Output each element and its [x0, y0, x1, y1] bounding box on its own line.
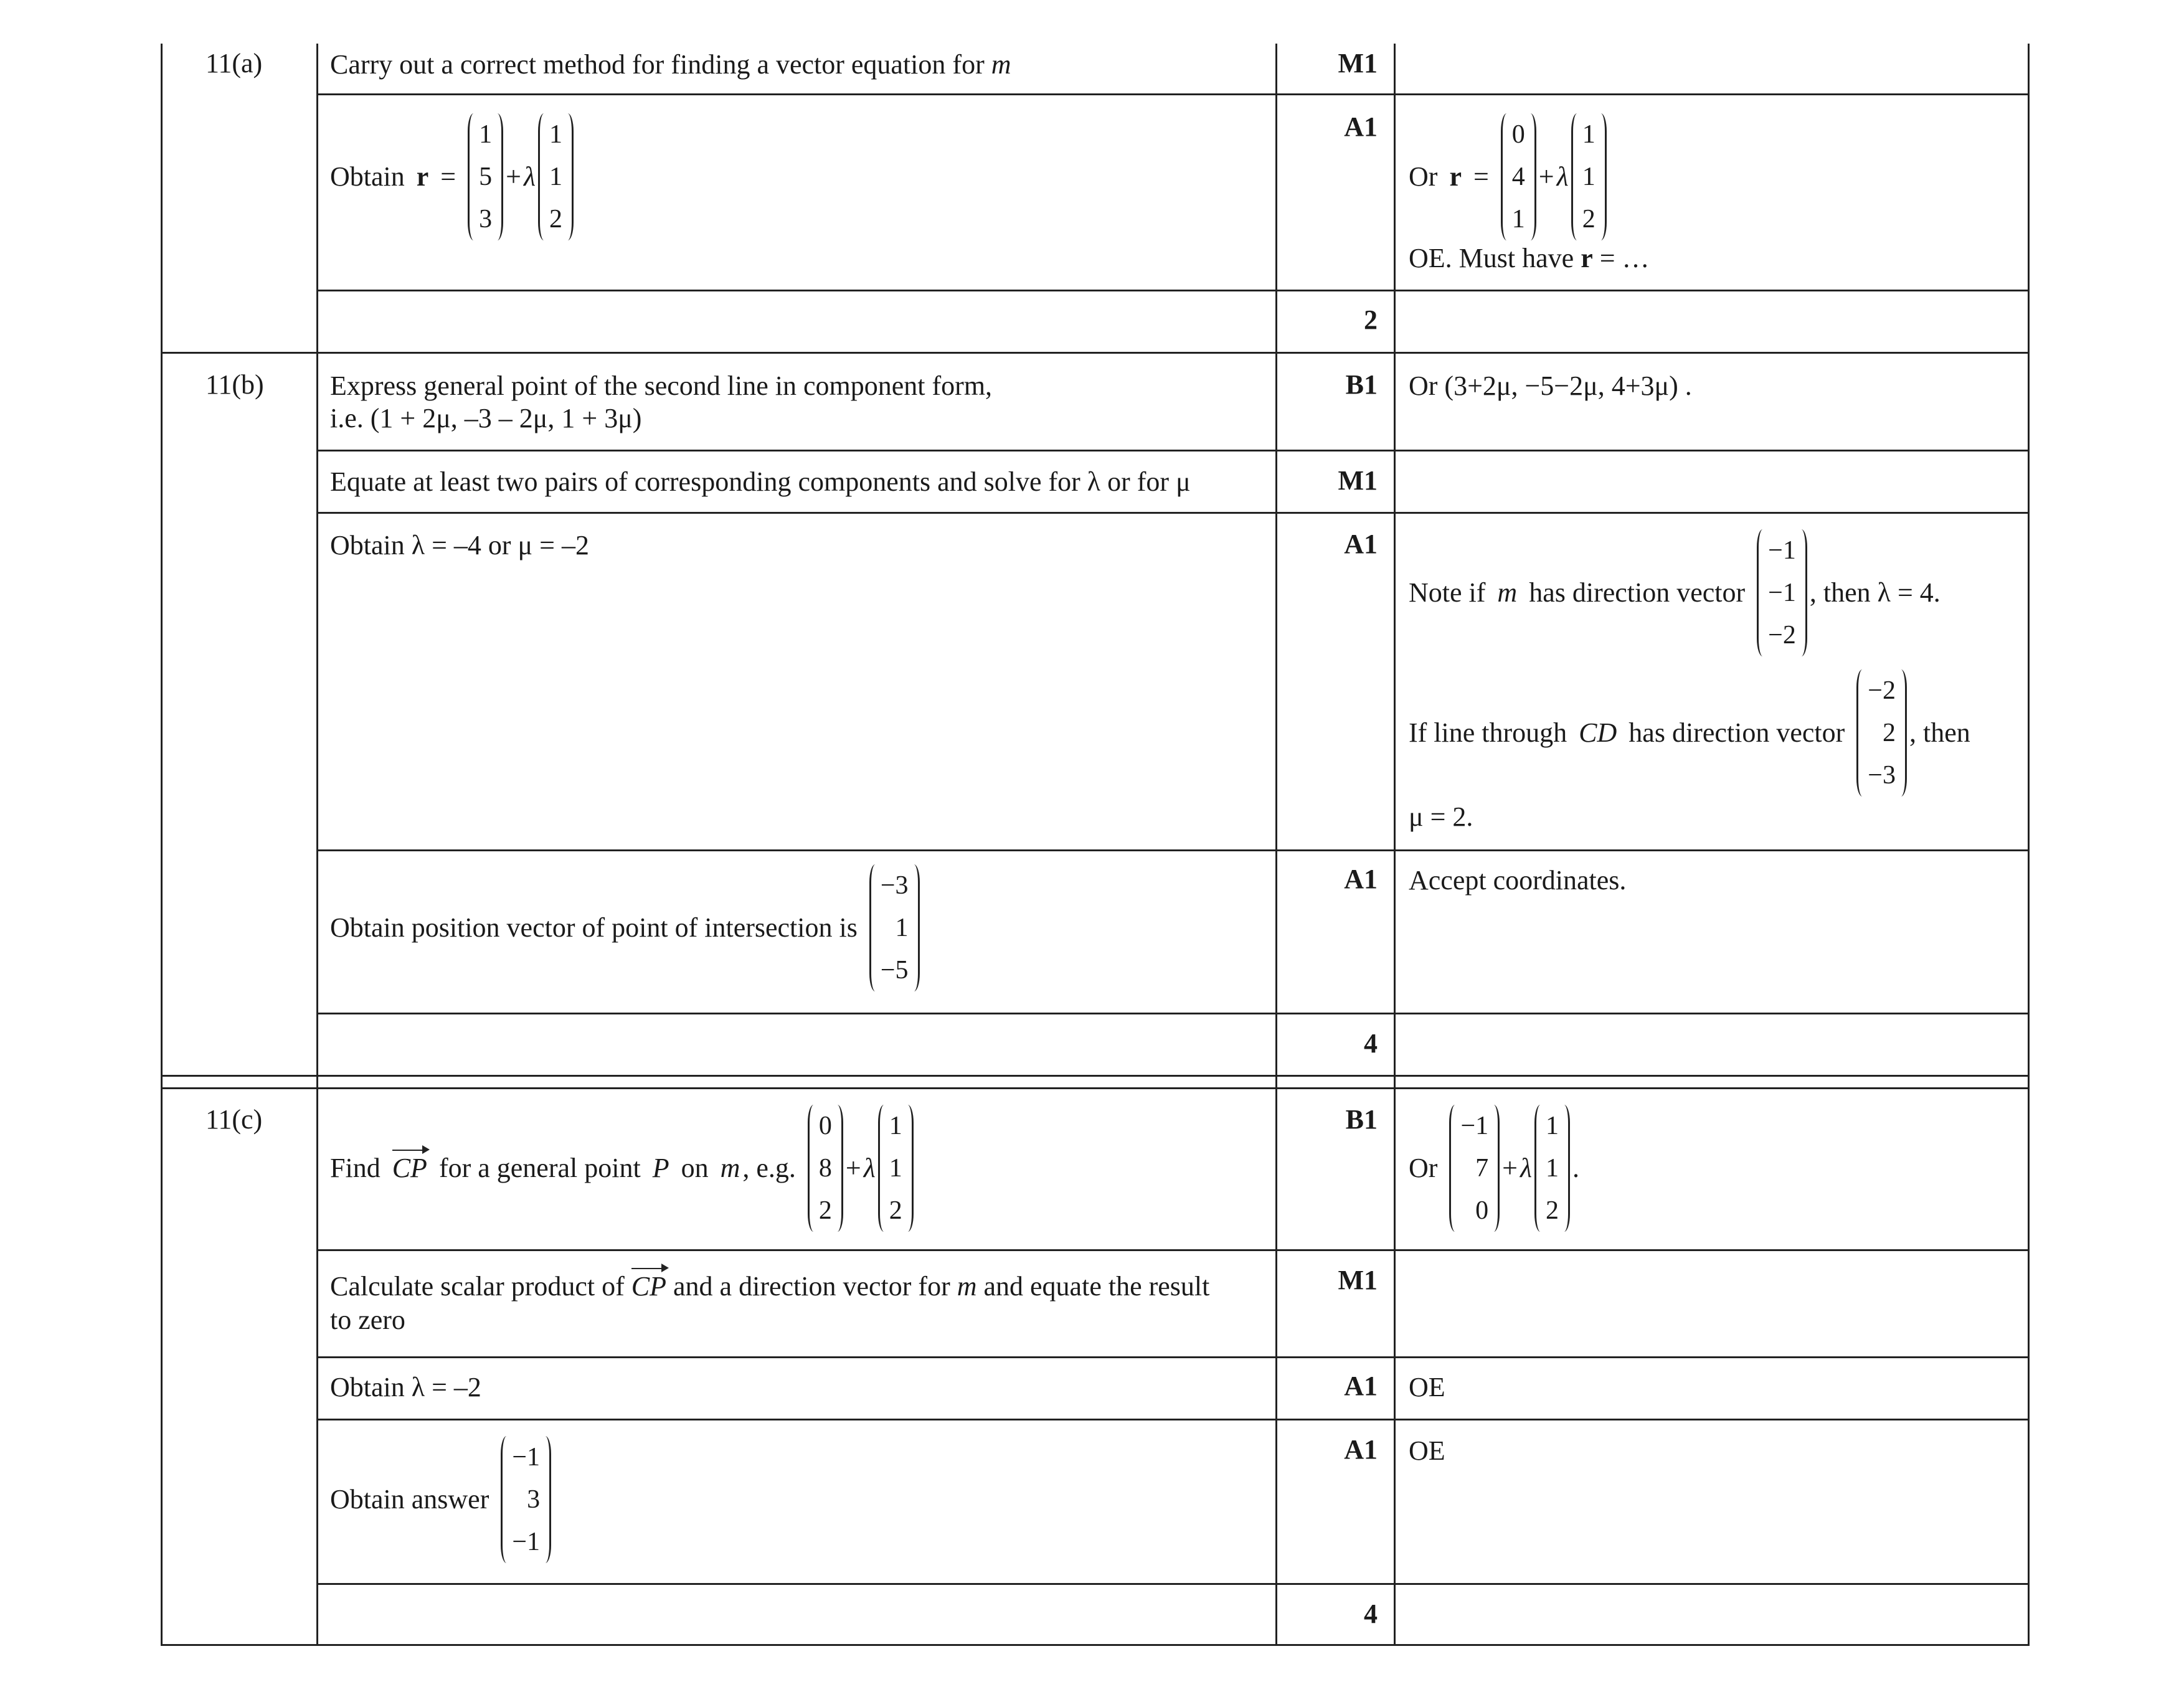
col-divider-guidance — [1394, 44, 1396, 1644]
mark: A1 — [1344, 529, 1378, 559]
mark: B1 — [1345, 369, 1378, 400]
total-mark: 2 — [1364, 305, 1378, 335]
answer-text: to zero — [330, 1305, 405, 1335]
row-line — [316, 1356, 2030, 1358]
row-line — [316, 290, 2030, 291]
row-line — [316, 849, 2030, 851]
guidance-note: OE. Must have r = … — [1409, 243, 1650, 273]
column-vector: −3 1 −5 — [869, 864, 920, 991]
column-vector: 1 1 2 — [878, 1105, 914, 1232]
mark: A1 — [1344, 1434, 1378, 1465]
column-vector: 1 1 2 — [538, 113, 574, 240]
answer-text: Obtain λ = –4 or μ = –2 — [330, 530, 589, 560]
column-vector: 1 1 2 — [1534, 1105, 1570, 1232]
guidance-text: Or (3+2μ, −5−2μ, 4+3μ) . — [1409, 371, 1692, 401]
column-vector: 1 5 3 — [468, 113, 503, 240]
guidance-text: OE — [1409, 1372, 1445, 1402]
answer-vector-equation: Obtain r = 1 5 3 + λ 1 1 2 — [330, 113, 574, 240]
guidance-note: μ = 2. — [1409, 801, 1473, 832]
column-vector: 1 1 2 — [1571, 113, 1607, 240]
guidance-vector: Or −1 7 0 + λ 1 1 2 . — [1409, 1105, 1579, 1232]
table-border-bottom — [161, 1644, 2030, 1646]
mark: A1 — [1344, 864, 1378, 894]
mark: M1 — [1338, 465, 1378, 496]
answer-text: Equate at least two pairs of corresponding components and solve for λ or for μ — [330, 466, 1191, 497]
row-line — [316, 1013, 2030, 1014]
answer-text: Carry out a correct method for finding a vector equation for m — [330, 49, 1011, 80]
guidance-note: Note if m has direction vector −1 −1 −2 , then λ = 4. — [1409, 529, 1941, 656]
row-line — [316, 512, 2030, 514]
row-line — [161, 352, 2030, 354]
total-mark: 4 — [1364, 1599, 1378, 1629]
mark: M1 — [1338, 48, 1378, 78]
guidance-text: OE — [1409, 1435, 1445, 1466]
row-line — [316, 93, 2030, 95]
answer-text: Obtain λ = –2 — [330, 1372, 481, 1402]
guidance-text: Accept coordinates. — [1409, 865, 1627, 896]
answer-final: Obtain answer −1 3 −1 — [330, 1436, 551, 1563]
row-line — [161, 1075, 2030, 1077]
mark: B1 — [1345, 1104, 1378, 1135]
answer-text: Express general point of the second line in component form, — [330, 371, 993, 401]
question-number: 11(a) — [206, 48, 263, 78]
total-mark: 4 — [1364, 1028, 1378, 1059]
answer-intersection: Obtain position vector of point of intersection is −3 1 −5 — [330, 864, 920, 991]
mark: A1 — [1344, 111, 1378, 142]
answer-text: Calculate scalar product of CP and a direction vector for m and equate the result — [330, 1269, 1209, 1304]
question-number: 11(b) — [206, 369, 264, 400]
column-vector: −2 2 −3 — [1856, 669, 1907, 796]
question-number: 11(c) — [206, 1104, 263, 1135]
col-divider-marks — [1275, 44, 1277, 1644]
column-vector: −1 −1 −2 — [1757, 529, 1807, 656]
column-vector: 0 8 2 — [808, 1105, 843, 1232]
table-border-left — [161, 44, 163, 1644]
mark: A1 — [1344, 1371, 1378, 1401]
row-line — [316, 1249, 2030, 1251]
row-line — [316, 450, 2030, 451]
answer-general-point: Find CP for a general point P on m , e.g. 0 8 2 + λ 1 1 2 — [330, 1105, 914, 1232]
guidance-note: If line through CD has direction vector −2 2 −3 , then — [1409, 669, 1970, 796]
mark: M1 — [1338, 1265, 1378, 1295]
row-line — [161, 1087, 2030, 1089]
col-divider-question — [316, 44, 318, 1644]
column-vector: −1 7 0 — [1449, 1105, 1500, 1232]
column-vector: 0 4 1 — [1501, 113, 1536, 240]
row-line — [316, 1419, 2030, 1420]
guidance-vector-equation: Or r = 0 4 1 + λ 1 1 2 — [1409, 113, 1607, 240]
table-border-right — [2028, 44, 2030, 1644]
row-line — [316, 1583, 2030, 1585]
column-vector: −1 3 −1 — [501, 1436, 551, 1563]
answer-text: i.e. (1 + 2μ, –3 – 2μ, 1 + 3μ) — [330, 403, 642, 433]
